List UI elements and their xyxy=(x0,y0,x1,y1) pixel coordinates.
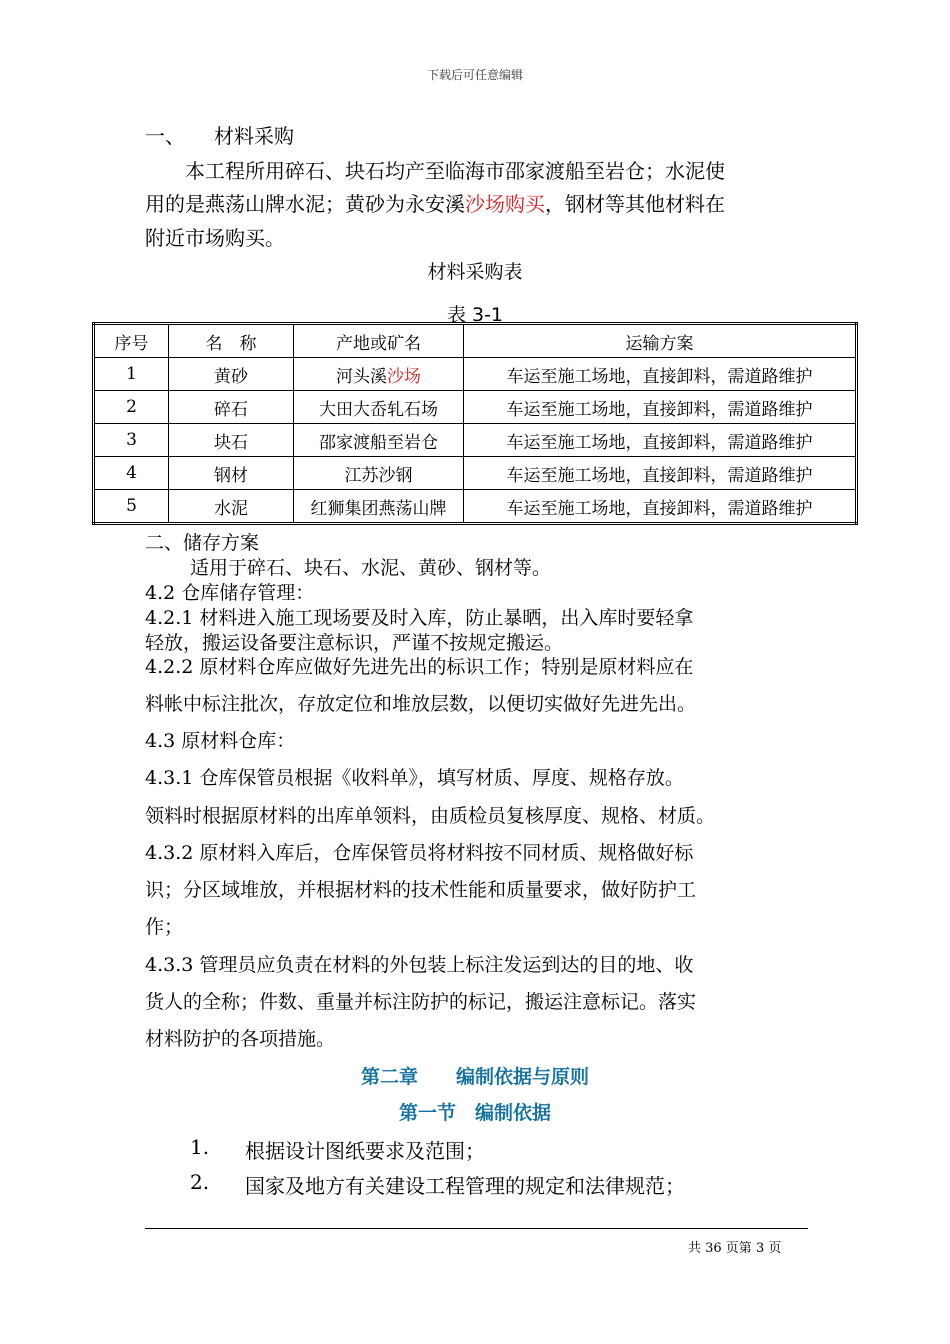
table-header-row xyxy=(94,324,857,358)
table-row xyxy=(94,490,857,524)
cell-origin: 江苏沙钢 xyxy=(294,457,464,490)
paragraph-line: 领料时根据原材料的出库单领料，由质检员复核厚度、规格、材质。 xyxy=(145,805,716,827)
cell-name: 钢材 xyxy=(169,457,294,490)
origin-highlight: 沙场 xyxy=(387,366,421,387)
cell-no: 1 xyxy=(94,358,169,391)
paragraph-line: 4.2.1 材料进入施工现场要及时入库，防止暴晒，出入库时要轻拿 xyxy=(145,607,694,629)
list-number: 2. xyxy=(190,1170,210,1194)
paragraph-text: 用的是燕荡山牌水泥；黄砂为永安溪 xyxy=(145,192,465,216)
paragraph-line: 适用于碎石、块石、水泥、黄砂、钢材等。 xyxy=(190,557,552,579)
cell-transport: 车运至施工场地，直接卸料，需道路维护 xyxy=(464,424,857,457)
cell-no: 3 xyxy=(94,424,169,457)
header-cell: 运输方案 xyxy=(464,324,857,358)
section-title: 材料采购 xyxy=(214,124,294,148)
header-cell: 名 称 xyxy=(169,324,294,358)
paragraph-line: 货人的全称；件数、重量并标注防护的标记，搬运注意标记。落实 xyxy=(145,991,697,1013)
list-item-text: 国家及地方有关建设工程管理的规定和法律规范； xyxy=(245,1174,685,1198)
table-row xyxy=(94,424,857,457)
page-header: 下载后可任意编辑 xyxy=(426,68,523,82)
table-caption: 材料采购表 xyxy=(427,261,523,283)
table-row xyxy=(94,358,857,391)
cell-transport: 车运至施工场地，直接卸料，需道路维护 xyxy=(464,457,857,490)
header-cell: 序号 xyxy=(94,324,169,358)
subsection-heading: 4.3 原材料仓库： xyxy=(145,730,296,752)
paragraph-line: 料帐中标注批次，存放定位和堆放层数，以便切实做好先进先出。 xyxy=(145,693,697,715)
highlighted-text: 沙场购买 xyxy=(465,192,545,216)
paragraph-line: 识；分区域堆放，并根据材料的技术性能和质量要求，做好防护工 xyxy=(145,879,697,901)
cell-origin xyxy=(294,358,464,391)
cell-no: 4 xyxy=(94,457,169,490)
origin-text: 河头溪 xyxy=(336,366,387,387)
cell-origin: 红狮集团燕荡山牌 xyxy=(294,490,464,524)
section-heading: 二、储存方案 xyxy=(145,532,260,554)
table-row xyxy=(94,457,857,490)
paragraph-line: 轻放，搬运设备要注意标识，严谨不按规定搬运。 xyxy=(145,632,564,654)
paragraph-line: 附近市场购买。 xyxy=(145,226,285,250)
cell-no: 2 xyxy=(94,391,169,424)
cell-transport: 车运至施工场地，直接卸料，需道路维护 xyxy=(464,358,857,391)
header-cell: 产地或矿名 xyxy=(294,324,464,358)
chapter-title: 第二章 编制依据与原则 xyxy=(360,1066,589,1088)
cell-origin: 大田大岙轧石场 xyxy=(294,391,464,424)
paragraph-line: 4.3.3 管理员应负责在材料的外包装上标注发运到达的目的地、收 xyxy=(145,954,694,976)
cell-origin: 邵家渡船至岩仓 xyxy=(294,424,464,457)
cell-name: 水泥 xyxy=(169,490,294,524)
footer-divider xyxy=(145,1228,808,1229)
list-number: 1. xyxy=(190,1135,210,1159)
paragraph-line: 4.2.2 原材料仓库应做好先进先出的标识工作；特别是原材料应在 xyxy=(145,656,694,678)
table-number: 表 3-1 xyxy=(446,304,504,326)
subsection-heading: 4.2 仓库储存管理： xyxy=(145,582,315,604)
table-row xyxy=(94,391,857,424)
cell-transport: 车运至施工场地，直接卸料，需道路维护 xyxy=(464,490,857,524)
paragraph-line: 作； xyxy=(145,916,184,938)
paragraph-line: 本工程所用碎石、块石均产至临海市邵家渡船至岩仓；水泥使 xyxy=(185,159,725,183)
paragraph-line xyxy=(145,188,725,217)
paragraph-line: 4.3.2 原材料入库后，仓库保管员将材料按不同材质、规格做好标 xyxy=(145,842,694,864)
paragraph-line: 材料防护的各项措施。 xyxy=(145,1028,336,1050)
cell-transport: 车运至施工场地，直接卸料，需道路维护 xyxy=(464,391,857,424)
cell-no: 5 xyxy=(94,490,169,524)
cell-name: 黄砂 xyxy=(169,358,294,391)
chapter-section-title: 第一节 编制依据 xyxy=(398,1102,551,1124)
list-item-text: 根据设计图纸要求及范围； xyxy=(245,1139,485,1163)
page-footer: 共 36 页第 3 页 xyxy=(688,1241,782,1256)
cell-name: 块石 xyxy=(169,424,294,457)
cell-name: 碎石 xyxy=(169,391,294,424)
section-number: 一、 xyxy=(145,124,185,148)
paragraph-line: 4.3.1 仓库保管员根据《收料单》，填写材质、厚度、规格存放。 xyxy=(145,767,684,789)
paragraph-text: ，钢材等其他材料在 xyxy=(545,192,725,216)
materials-table xyxy=(92,322,858,525)
